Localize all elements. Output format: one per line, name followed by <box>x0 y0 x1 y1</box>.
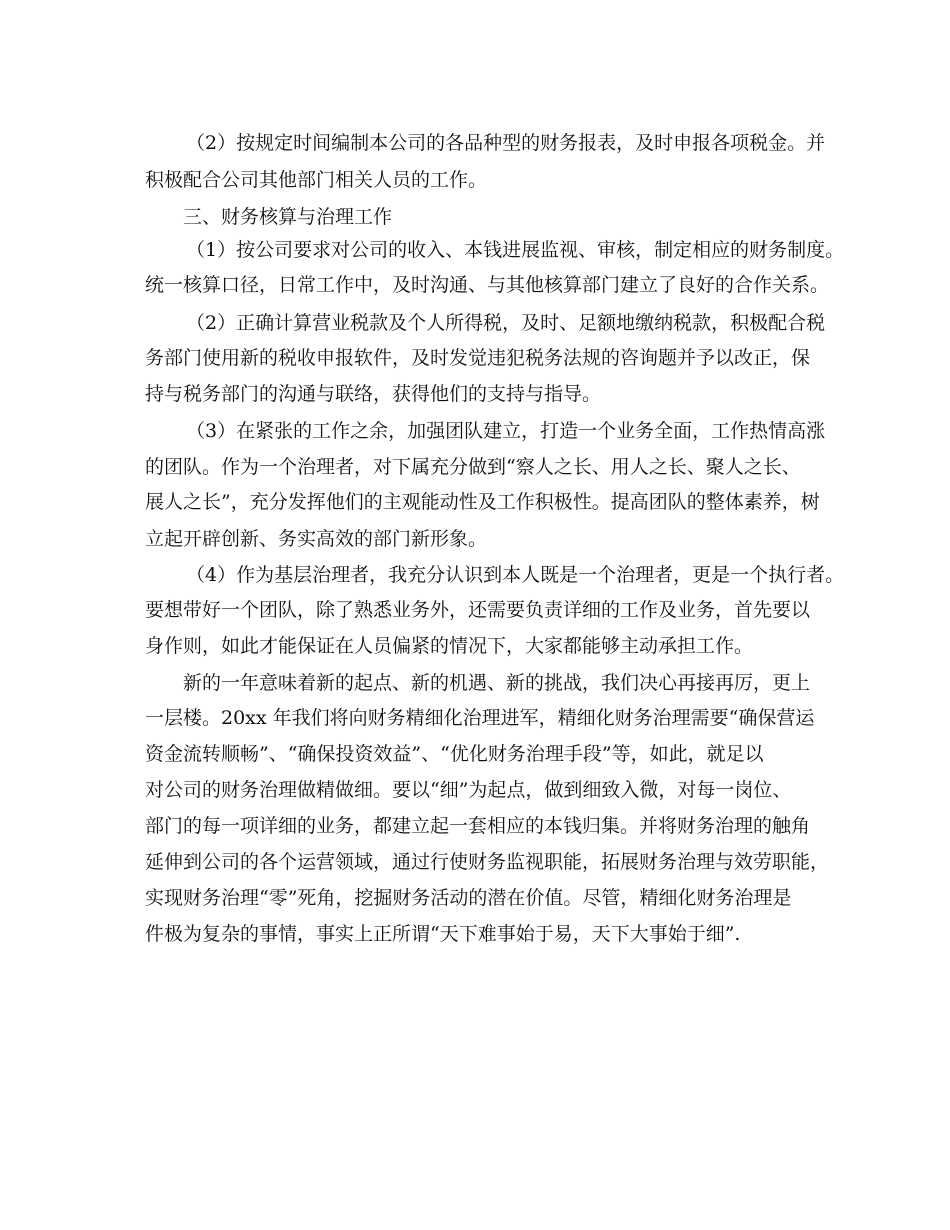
text-line: 持与税务部门的沟通与联络，获得他们的支持与指导。 <box>145 383 602 405</box>
text-line: 务部门使用新的税收申报软件，及时发觉违犯税务法规的咨询题并予以改正，保 <box>145 347 811 369</box>
text-line: （2）按规定时间编制本公司的各品种型的财务报表，及时申报各项税金。并 <box>186 132 826 154</box>
text-line: 部门的每一项详细的业务，都建立起一套相应的本钱归集。并将财务治理的触角 <box>145 815 811 837</box>
text-line: 立起开辟创新、务实高效的部门新形象。 <box>145 528 488 550</box>
text-line: （1）按公司要求对公司的收入、本钱进展监视、审核，制定相应的财务制度。 <box>186 239 845 261</box>
text-line: 延伸到公司的各个运营领域，通过行使财务监视职能，拓展财务治理与效劳职能， <box>145 851 830 873</box>
text-line: 积极配合公司其他部门相关人员的工作。 <box>145 169 488 191</box>
text-line: 统一核算口径，日常工作中，及时沟通、与其他核算部门建立了良好的合作关系。 <box>145 274 830 296</box>
text-line: 对公司的财务治理做精做细。要以“细”为起点，做到细致入微，对每一岗位、 <box>145 779 792 801</box>
section-heading: 三、财务核算与治理工作 <box>183 206 393 228</box>
text-line: （3）在紧张的工作之余，加强团队建立，打造一个业务全面，工作热情高涨 <box>186 420 826 442</box>
text-line: （2）正确计算营业税款及个人所得税，及时、足额地缴纳税款，积极配合税 <box>186 312 826 334</box>
text-line: 实现财务治理“零”死角，挖掘财务活动的潜在价值。尽管，精细化财务治理是 <box>145 887 792 909</box>
text-line: 展人之长”，充分发挥他们的主观能动性及工作积极性。提高团队的整体素养，树 <box>145 491 820 513</box>
text-line: （4）作为基层治理者，我充分认识到本人既是一个治理者，更是一个执行者。 <box>186 564 845 586</box>
text-line: 要想带好一个团队，除了熟悉业务外，还需要负责详细的工作及业务，首先要以 <box>145 599 811 621</box>
text-line: 件极为复杂的事情，事实上正所谓“天下难事始于易，天下大事始于细”. <box>145 923 741 945</box>
text-line: 资金流转顺畅”、“确保投资效益”、“优化财务治理手段”等，如此，就足以 <box>145 743 764 765</box>
text-line: 身作则，如此才能保证在人员偏紧的情况下，大家都能够主动承担工作。 <box>145 635 754 657</box>
text-line: 一层楼。20xx 年我们将向财务精细化治理进军，精细化财务治理需要“确保营运 <box>145 707 815 729</box>
text-line: 新的一年意味着新的起点、新的机遇、新的挑战，我们决心再接再厉，更上 <box>183 672 811 694</box>
text-line: 的团队。作为一个治理者，对下属充分做到“察人之长、用人之长、聚人之长、 <box>145 456 801 478</box>
